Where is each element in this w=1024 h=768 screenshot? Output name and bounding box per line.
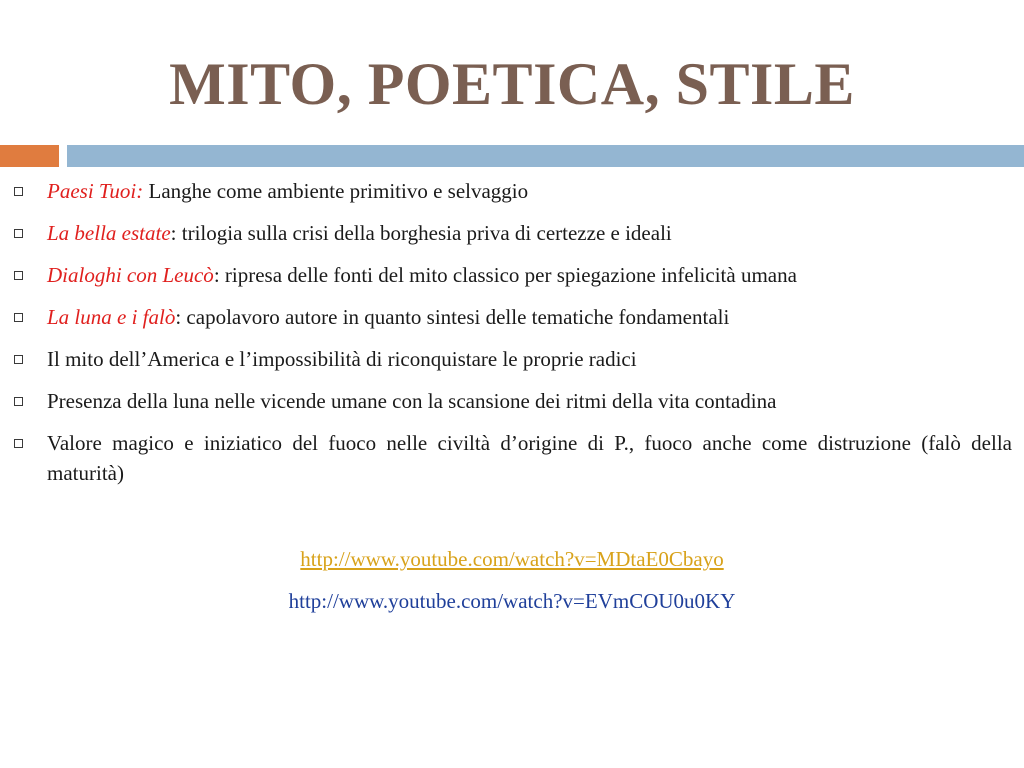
hollow-square-bullet-icon [14,313,23,322]
bullet-list [14,176,1012,500]
work-title: Dialoghi con Leucò [47,263,214,287]
bullet-text: Langhe come ambiente primitivo e selvaggio [143,179,529,203]
bullet-text: Presenza della luna nelle vicende umane con la scansione dei ritmi della vita contadina [47,389,777,413]
bullet-item [14,218,1012,248]
hollow-square-bullet-icon [14,229,23,238]
hollow-square-bullet-icon [14,439,23,448]
work-title: La bella estate [47,221,171,245]
accent-bar-blue [67,145,1024,167]
bullet-text: Il mito dell’America e l’impossibilità di riconquistare le proprie radici [47,347,637,371]
work-title: La luna e i falò [47,305,176,329]
bullet-item [14,302,1012,332]
hollow-square-bullet-icon [14,355,23,364]
bullet-text: : ripresa delle fonti del mito classico per spiegazione infelicità umana [213,263,797,287]
accent-bar-orange [0,145,59,167]
work-title: Paesi Tuoi: [47,179,144,203]
bullet-text: : capolavoro autore in quanto sintesi delle tematiche fondamentali [175,305,730,329]
youtube-link-2[interactable]: http://www.youtube.com/watch?v=EVmCOU0u0KY [288,589,736,613]
link-block [0,544,1024,628]
hollow-square-bullet-icon [14,271,23,280]
hollow-square-bullet-icon [14,187,23,196]
bullet-text: : trilogia sulla crisi della borghesia priva di certezze e ideali [170,221,672,245]
bullet-text: Valore magico e iniziatico del fuoco nelle civiltà d’origine di P., fuoco anche come distruzione (falò della maturità) [47,431,1012,485]
slide-title: MITO, POETICA, STILE [169,51,855,117]
bullet-item [14,344,1012,374]
bullet-item [14,176,1012,206]
bullet-item [14,386,1012,416]
youtube-link-1[interactable]: http://www.youtube.com/watch?v=MDtaE0Cbayo [300,547,724,571]
hollow-square-bullet-icon [14,397,23,406]
bullet-item [14,428,1012,488]
bullet-item [14,260,1012,290]
